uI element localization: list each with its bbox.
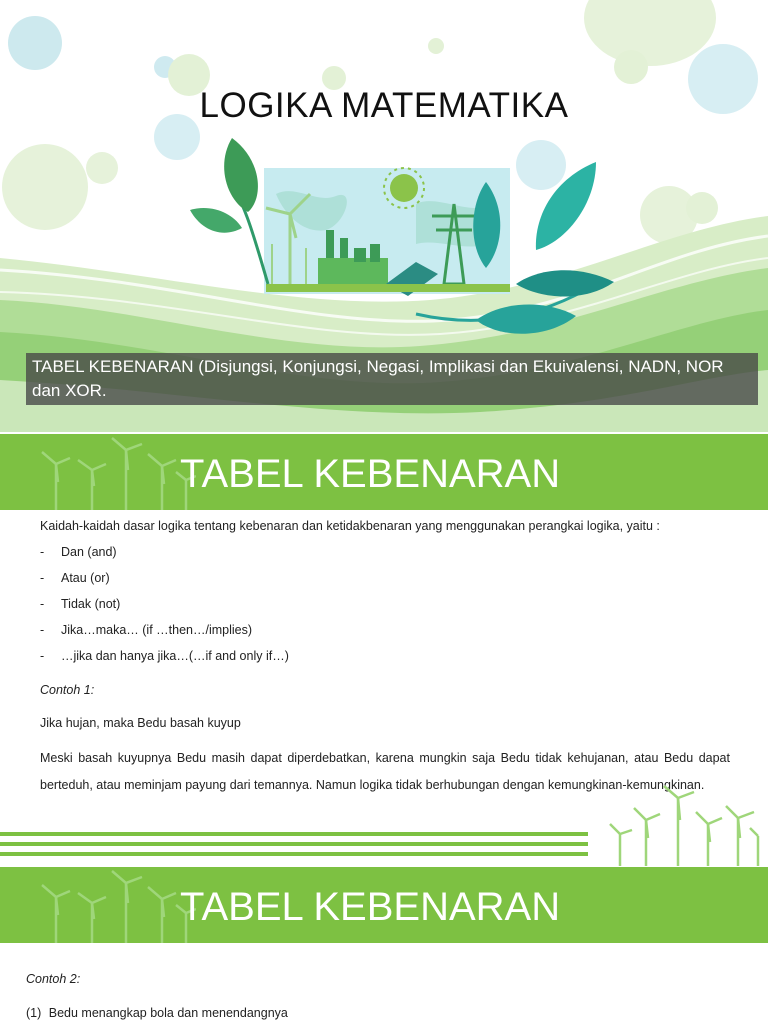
slide2-body: Kaidah-kaidah dasar logika tentang kebenaran dan ketidakbenaran yang menggunakan perangkai logika, yaitu : - Dan (and) - Atau (or) - Tidak (not) - Jika…maka… (if …then…/implies) - …jika dan hanya jika…(…if and only if…) Contoh 1: Jika hujan, maka Bedu basah kuyup Meski basah kuyupnya Bedu masih dapat diperdebatkan, karena mungkin saja Bedu tidak kehujanan, atau Bedu dapat berteduh, atau meminjam payung dari temannya. Namun logika tidak berhubungan dengan kemungkinan-kemungkinan. (40, 519, 730, 829)
example-label: Contoh 1: (40, 683, 95, 697)
green-energy-illustration (186, 134, 626, 344)
slide2-header-bar (0, 434, 768, 510)
example-label: Contoh 2: (26, 972, 81, 986)
subtitle-caption: TABEL KEBENARAN (Disjungsi, Konjungsi, Negasi, Implikasi dan Ekuivalensi, NADN, NOR dan XOR. (26, 353, 758, 405)
explanation-paragraph: Meski basah kuyupnya Bedu masih dapat diperdebatkan, karena mungkin saja Bedu tidak kehujanan, atau Bedu dapat berteduh, atau meminjam payung dari temannya. Namun logika tidak berhubungan dengan kemungkinan-kemungkinan. (40, 751, 730, 792)
bullet-marker: - (40, 597, 45, 611)
bullet-marker: - (40, 623, 45, 637)
intro-text: Kaidah-kaidah dasar logika tentang kebenaran dan ketidakbenaran yang menggunakan perangkai logika, yaitu : (40, 519, 660, 533)
numbered-item (26, 1006, 288, 1020)
bullet-marker: - (40, 545, 45, 559)
page-title: LOGIKA MATEMATIKA (199, 86, 569, 125)
item-number: (1) (26, 1006, 42, 1020)
example-sentence: Jika hujan, maka Bedu basah kuyup (40, 716, 241, 730)
bullet-marker: - (40, 649, 45, 663)
bullet-marker: - (40, 571, 45, 585)
slide3-heading: TABEL KEBENARAN (180, 885, 561, 929)
title-slide (0, 0, 768, 432)
slide2-heading: TABEL KEBENARAN (180, 452, 561, 496)
slide3-header-bar (0, 867, 768, 943)
item-text: Bedu menangkap bola dan menendangnya (48, 1006, 288, 1020)
wind-turbines-icon (36, 869, 196, 943)
wind-turbines-icon (606, 784, 766, 866)
wind-turbines-icon (36, 436, 196, 510)
